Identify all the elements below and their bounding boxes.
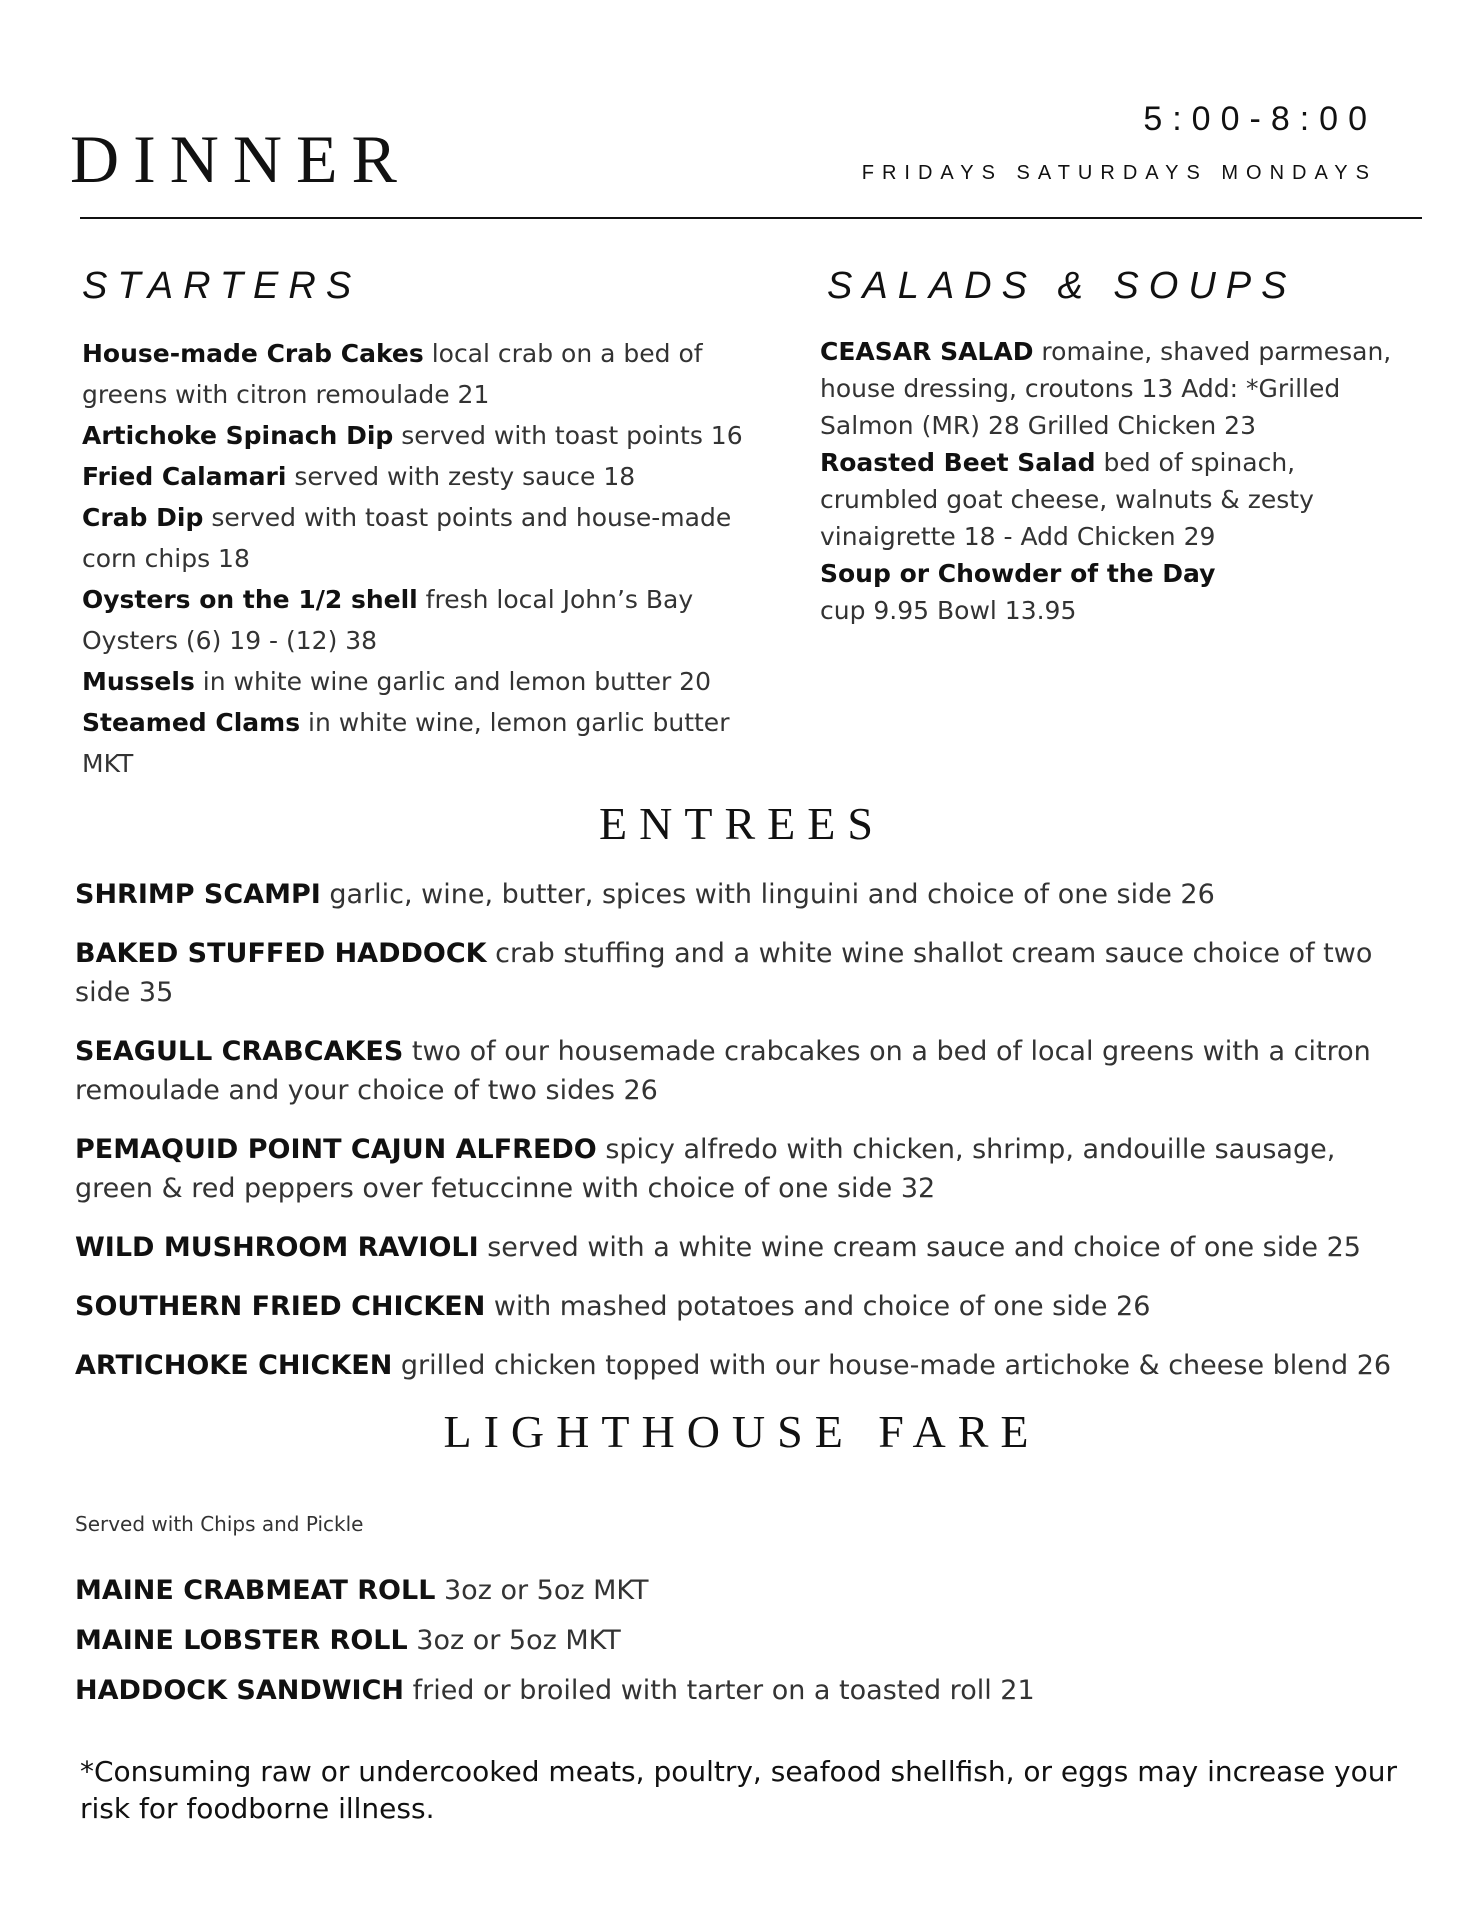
starters-list xyxy=(82,333,772,784)
list-item: Soup or Chowder of the Day cup 9.95 Bowl 13.95 xyxy=(820,559,1216,625)
list-item: MAINE CRABMEAT ROLL 3oz or 5oz MKT xyxy=(75,1575,649,1606)
page-title: DINNER xyxy=(70,121,411,197)
list-item: HADDOCK SANDWICH fried or broiled with tarter on a toasted roll 21 xyxy=(75,1675,1035,1706)
fare-list xyxy=(75,1566,1420,1716)
list-item: BAKED STUFFED HADDOCK crab stuffing and a white wine shallot cream sauce choice of two side 35 xyxy=(75,938,1373,1008)
list-item: PEMAQUID POINT CAJUN ALFREDO spicy alfredo with chicken, shrimp, andouille sausage, green & red peppers over fetuccinne with choice of one side 32 xyxy=(75,1134,1336,1204)
list-item: Mussels in white wine garlic and lemon butter 20 xyxy=(82,667,711,696)
fare-note: Served with Chips and Pickle xyxy=(75,1512,364,1536)
list-item: Fried Calamari served with zesty sauce 18 xyxy=(82,462,636,491)
entrees-heading: ENTREES xyxy=(599,798,885,849)
list-item: Oysters on the 1/2 shell fresh local John’s Bay Oysters (6) 19 - (12) 38 xyxy=(82,585,694,655)
header-divider xyxy=(80,217,1422,219)
lighthouse-fare-heading: LIGHTHOUSE FARE xyxy=(443,1406,1041,1457)
list-item: Crab Dip served with toast points and house-made corn chips 18 xyxy=(82,503,732,573)
list-item: SHRIMP SCAMPI garlic, wine, butter, spices with linguini and choice of one side 26 xyxy=(75,879,1215,910)
list-item: ARTICHOKE CHICKEN grilled chicken topped with our house-made artichoke & cheese blend 26 xyxy=(75,1350,1392,1381)
list-item: SOUTHERN FRIED CHICKEN with mashed potatoes and choice of one side 26 xyxy=(75,1291,1151,1322)
starters-heading: STARTERS xyxy=(82,265,362,307)
list-item: WILD MUSHROOM RAVIOLI served with a white wine cream sauce and choice of one side 25 xyxy=(75,1232,1361,1263)
entrees-list xyxy=(75,875,1420,1405)
list-item: House-made Crab Cakes local crab on a bed of greens with citron remoulade 21 xyxy=(82,339,703,409)
list-item: CEASAR SALAD romaine, shaved parmesan, house dressing, croutons 13 Add: *Grilled Salmon (MR) 28 Grilled Chicken 23 xyxy=(820,337,1392,440)
salads-heading: SALADS & SOUPS xyxy=(827,265,1297,307)
list-item: SEAGULL CRABCAKES two of our housemade crabcakes on a bed of local greens with a citron remoulade and your choice of two sides 26 xyxy=(75,1036,1371,1106)
days-text: FRIDAYS SATURDAYS MONDAYS xyxy=(861,162,1377,184)
list-item: Roasted Beet Salad bed of spinach, crumbled goat cheese, walnuts & zesty vinaigrette 18 - Add Chicken 29 xyxy=(820,448,1314,551)
salads-list xyxy=(820,333,1410,629)
list-item: Artichoke Spinach Dip served with toast points 16 xyxy=(82,421,743,450)
list-item: Steamed Clams in white wine, lemon garlic butter MKT xyxy=(82,708,730,778)
hours-text: 5:00-8:00 xyxy=(1143,100,1377,138)
list-item: MAINE LOBSTER ROLL 3oz or 5oz MKT xyxy=(75,1625,621,1656)
disclaimer: *Consuming raw or undercooked meats, poultry, seafood shellfish, or eggs may increase your risk for foodborne illness. xyxy=(80,1755,1397,1825)
